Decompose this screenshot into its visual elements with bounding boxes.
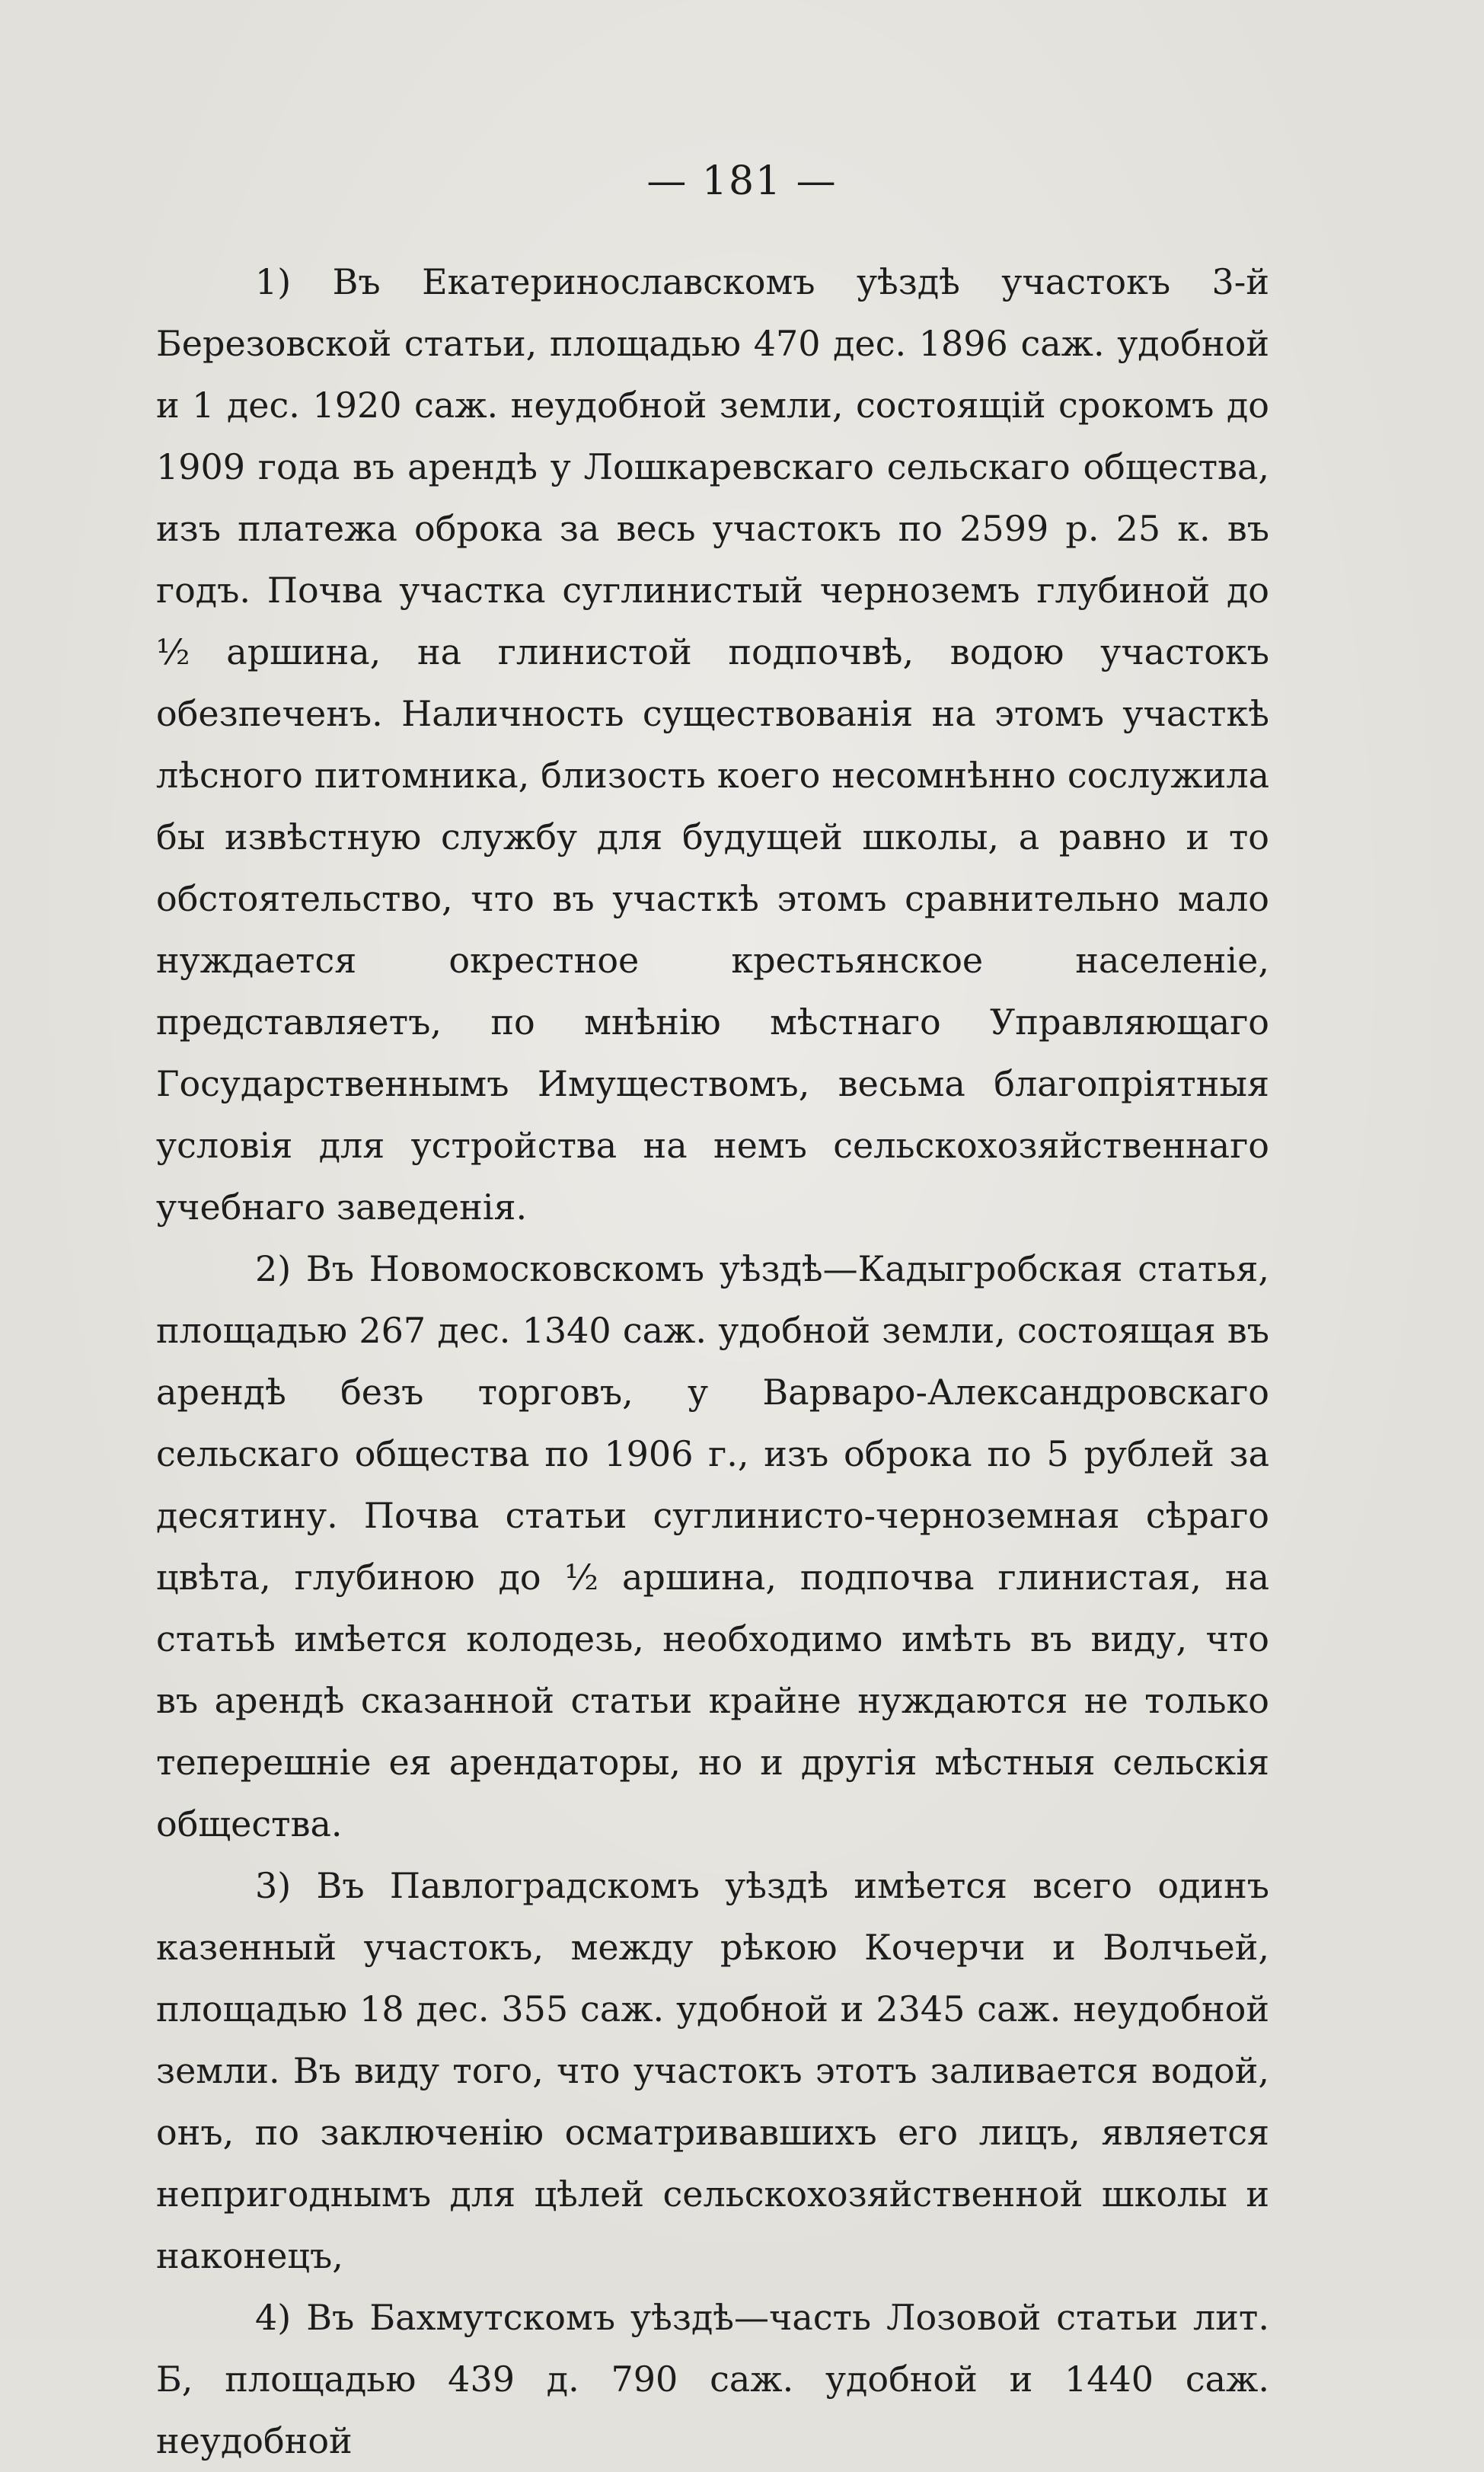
paragraph-2: 2) Въ Новомосковскомъ уѣздѣ—Кадыгробская статья, площадью 267 дес. 1340 саж. удобной земли, состоящая въ арендѣ безъ торговъ, у Варваро-Александровскаго сельскаго общества по 1906 г., изъ оброка по 5 рублей за десятину. Почва статьи суглинисто-черноземная сѣраго цвѣта, глубиною до ½ аршина, подпочва глинистая, на статьѣ имѣется колодезь, необходимо имѣть въ виду, что въ арендѣ сказанной статьи крайне нуждаются не только теперешніе ея арендаторы, но и другія мѣстныя сельскія общества. bbox=[156, 1248, 1269, 1844]
paragraph-3: 3) Въ Павлоградскомъ уѣздѣ имѣется всего одинъ казенный участокъ, между рѣкою Кочерчи и Волчьей, площадью 18 дес. 355 саж. удобной и 2345 саж. неудобной земли. Въ виду того, что участокъ этотъ заливается водой, онъ, по заключенію осматривавшихъ его лицъ, является непригоднымъ для цѣлей сельскохозяйственной школы и наконецъ, bbox=[156, 1865, 1269, 2276]
paragraph-1: 1) Въ Екатеринославскомъ уѣздѣ участокъ 3-й Березовской статьи, площадью 470 дес. 1896 саж. удобной и 1 дес. 1920 саж. неудобной земли, состоящій срокомъ до 1909 года въ арендѣ у Лошкаревскаго сельскаго общества, изъ платежа оброка за весь участокъ по 2599 р. 25 к. въ годъ. Почва участка суглинистый черноземъ глубиной до ½ аршина, на глинистой подпочвѣ, водою участокъ обезпеченъ. Наличность существованія на этомъ участкѣ лѣсного питомника, близость коего несомнѣнно сослужила бы извѣстную службу для будущей школы, а равно и то обстоятельство, что въ участкѣ этомъ сравнительно мало нуждается окрестное крестьянское населеніе, представляетъ, по мнѣнію мѣстнаго Управляющаго Государственнымъ Имуществомъ, весьма благопріятныя условія для устройства на немъ сельскохозяйственнаго учебнаго заведенія. bbox=[156, 261, 1269, 1228]
page-number: — 181 — bbox=[646, 158, 838, 204]
paragraph-4: 4) Въ Бахмутскомъ уѣздѣ—часть Лозовой статьи лит. Б, площадью 439 д. 790 саж. удобной и 1440 саж. неудобной bbox=[156, 2297, 1269, 2461]
body-text bbox=[156, 251, 1269, 2472]
